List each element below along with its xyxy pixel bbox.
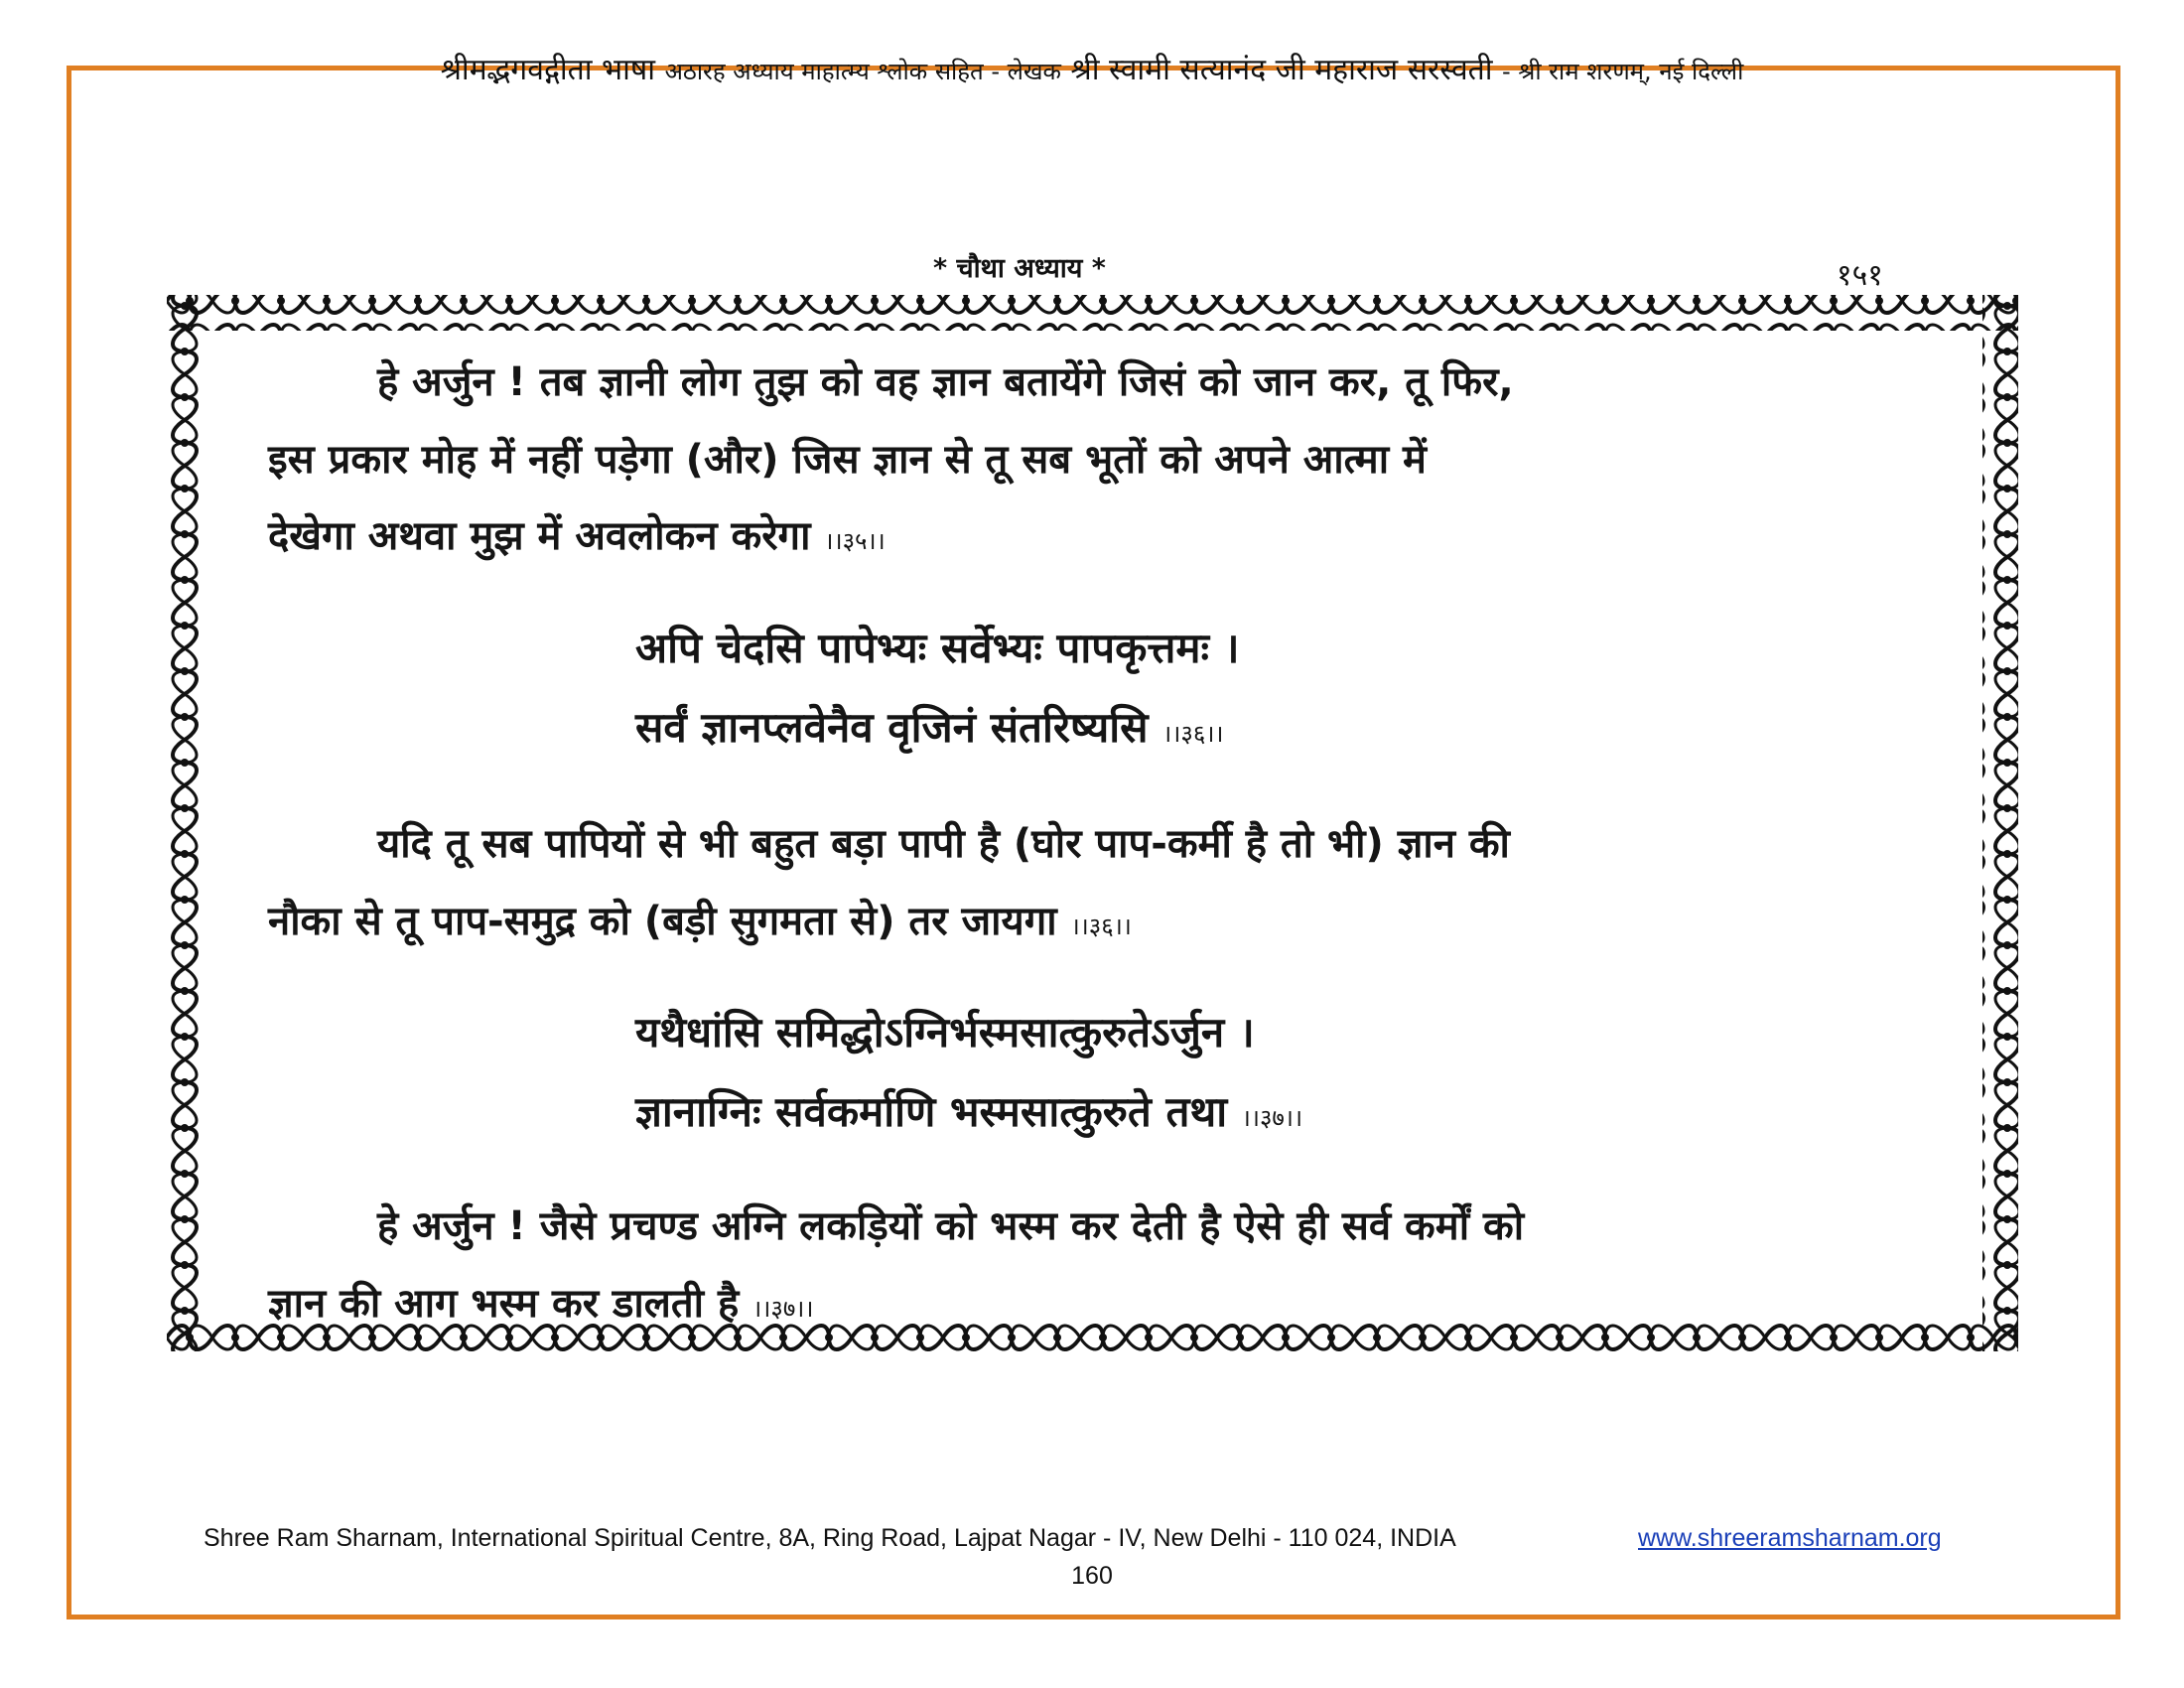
verse-reference: ।।३६।। [1070, 913, 1132, 940]
footer-address: Shree Ram Sharnam, International Spiritual Centre, 8A, Ring Road, Lajpat Nagar - IV, New Delhi - 110 024, INDIA [204, 1524, 1456, 1552]
text-line: ज्ञान की आग भस्म कर डालती है ।।३७।। [268, 1281, 814, 1327]
verse-reference: ।।३६।। [1162, 720, 1224, 748]
sanskrit-verse-line: अपि चेदसि पापेभ्यः सर्वेभ्यः पापकृत्तमः । [635, 624, 1240, 672]
footer-page-number: 160 [1071, 1562, 1113, 1590]
page-header [0, 48, 2184, 88]
verse-reference: ।।३७।। [752, 1295, 814, 1323]
chapter-title: * चौथा अध्याय * [933, 253, 1106, 284]
scan-page-number: १५१ [1837, 258, 1883, 293]
header-author: श्री स्वामी सत्यानंद जी महाराज सरस्वती [1070, 53, 1493, 87]
header-publisher: - श्री राम शरणम्, नई दिल्ली [1502, 58, 1744, 85]
sanskrit-verse-line: यथैधांसि समिद्धोऽग्निर्भस्मसात्कुरुतेऽर्जुन । [635, 1008, 1255, 1056]
text-line: देखेगा अथवा मुझ में अवलोकन करेगा ।।३५।। [268, 513, 886, 559]
text-line: नौका से तू पाप-समुद्र को (बड़ी सुगमता से) तर जायगा ।।३६।। [268, 899, 1132, 944]
header-book-title: श्रीमद्भगवद्गीता भाषा [440, 53, 656, 87]
verse-reference: ।।३५।। [824, 527, 886, 555]
sanskrit-verse-line: ज्ञानाग्निः सर्वकर्माणि भस्मसात्कुरुते तथा ।।३७।। [635, 1087, 1303, 1136]
sanskrit-verse-line: सर्वं ज्ञानप्लवेनैव वृजिनं संतरिष्यसि ।।३६।। [635, 703, 1224, 752]
text-line: हे अर्जुन ! जैसे प्रचण्ड अग्नि लकड़ियों को भस्म कर देती है ऐसे ही सर्व कर्मों को [377, 1203, 1525, 1249]
text-line: इस प्रकार मोह में नहीं पड़ेगा (और) जिस ज्ञान से तू सब भूतों को अपने आत्मा में [268, 437, 1427, 483]
verse-reference: ।।३७।। [1241, 1104, 1303, 1132]
text-line: हे अर्जुन ! तब ज्ञानी लोग तुझ को वह ज्ञान बतायेंगे जिसं को जान कर, तू फिर, [377, 359, 1514, 405]
website-link[interactable]: www.shreeramsharnam.org [1638, 1524, 1942, 1552]
header-subtitle: अठारह अध्याय माहात्म्य श्लोक सहित - लेखक [664, 58, 1061, 85]
text-line: यदि तू सब पापियों से भी बहुत बड़ा पापी है (घोर पाप-कर्मी है तो भी) ज्ञान की [377, 821, 1510, 867]
